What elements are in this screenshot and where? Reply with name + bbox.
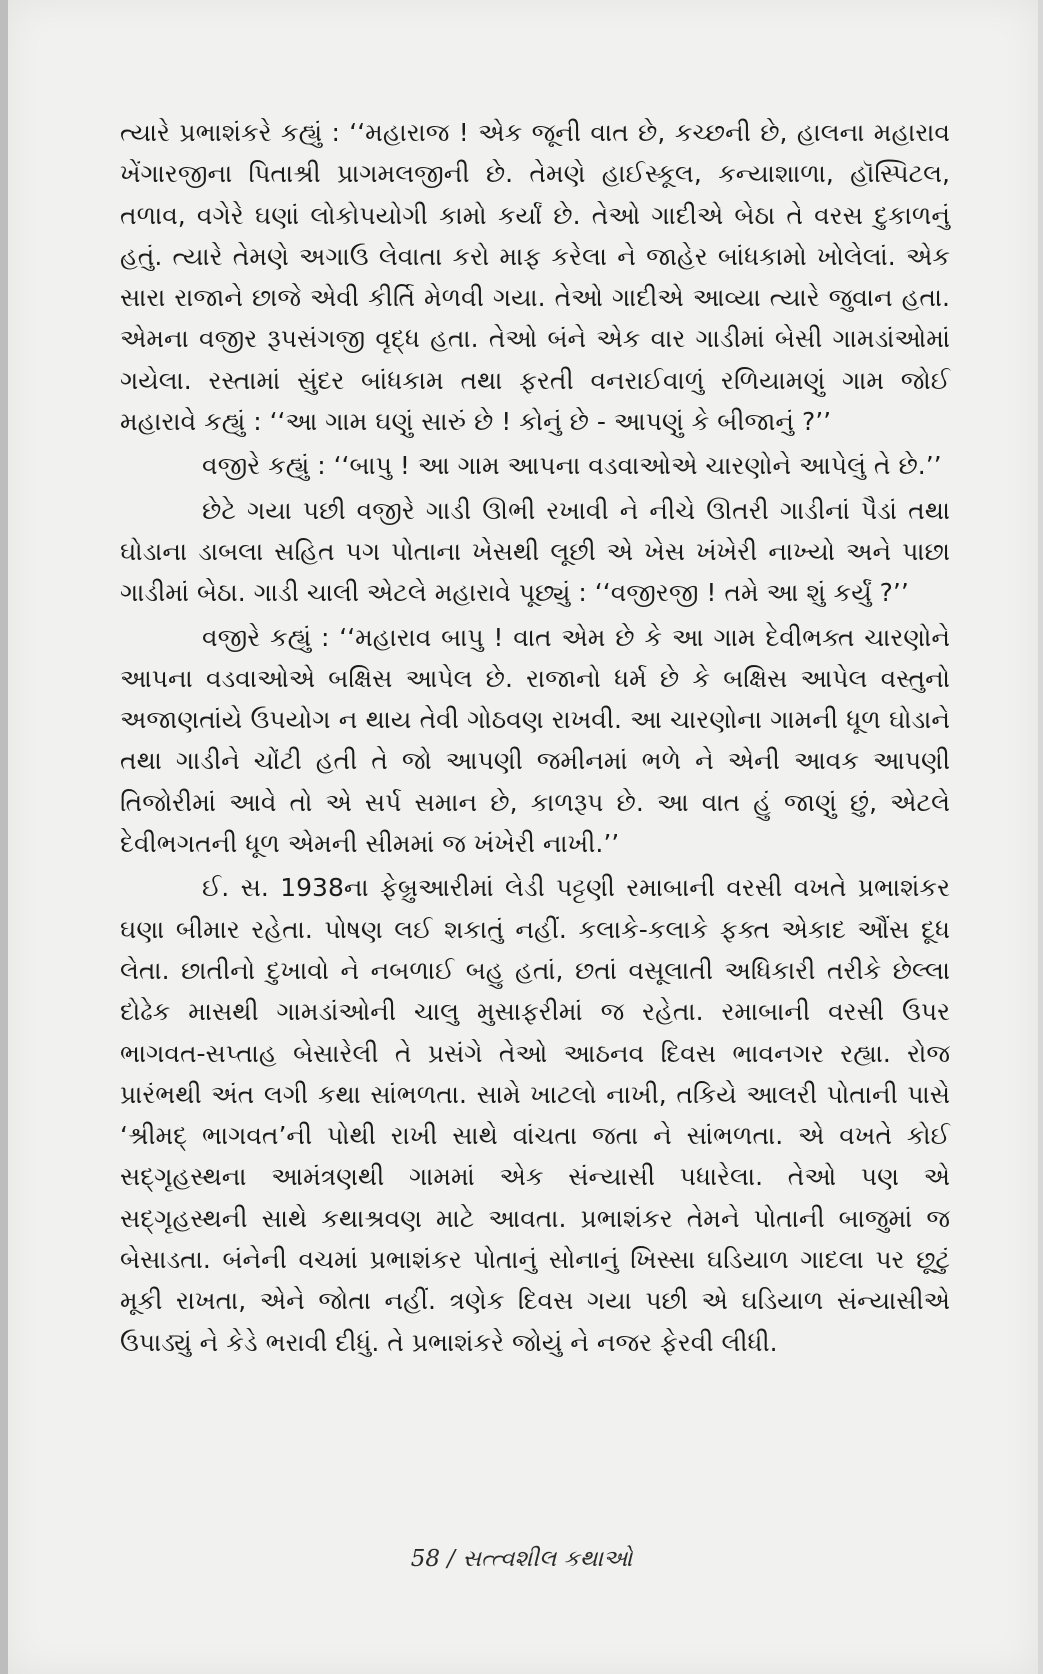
paragraph-2: વજીરે કહ્યું : ‘‘બાપુ ! આ ગામ આપના વડવાઓએ ચારણોને આપેલું તે છે.’’ bbox=[202, 451, 942, 481]
book-page bbox=[8, 0, 1038, 1674]
paragraph-4: વજીરે કહ્યું : ‘‘મહારાવ બાપુ ! વાત એમ છે કે આ ગામ દેવીભક્ત ચારણોને આપના વડવાઓએ બક્ષિસ આપેલ છે. રાજાનો ધર્મ છે કે બક્ષિસ આપેલ વસ્તુનો અજાણતાંયે ઉપયોગ ન થાય તેવી ગોઠવણ રાખવી. આ ચારણોના ગામની ધૂળ ઘોડાને તથા ગાડીને ચોંટી હતી તે જો આપણી જમીનમાં ભળે ને એની આવક આપણી તિજોરીમાં આવે તો એ સર્પ સમાન છે, કાળરૂપ છે. આ વાત હું જાણું છું, એટલે દેવીભગતની ધૂળ એમની સીમમાં જ ખંખેરી નાખી.’’ bbox=[120, 622, 950, 859]
page-footer: 58 / સત્ત્વશીલ કથાઓ bbox=[410, 1546, 633, 1572]
paragraph-3: છેટે ગયા પછી વજીરે ગાડી ઊભી રખાવી ને નીચે ઊતરી ગાડીનાં પૈડાં તથા ઘોડાના ડાબલા સહિત પગ પોતાના ખેસથી લૂછી એ ખેસ ખંખેરી નાખ્યો અને પાછા ગાડીમાં બેઠા. ગાડી ચાલી એટલે મહારાવે પૂછ્યું : ‘‘વજીરજી ! તમે આ શું કર્યું ?’’ bbox=[120, 495, 950, 608]
body-text bbox=[120, 112, 950, 1366]
page-edge bbox=[0, 0, 8, 1674]
paragraph-5: ઈ. સ. 1938ના ફેબ્રુઆરીમાં લેડી પટ્ટણી રમાબાની વરસી વખતે પ્રભાશંકર ઘણા બીમાર રહેતા. પોષણ લઈ શકાતું નહીં. કલાકે-કલાકે ફક્ત એકાદ ઔંસ દૂધ લેતા. છાતીનો દુખાવો ને નબળાઈ બહુ હતાં, છતાં વસૂલાતી અધિકારી તરીકે છેલ્લા દોઢેક માસથી ગામડાંઓની ચાલુ મુસાફરીમાં જ રહેતા. રમાબાની વરસી ઉપર ભાગવત-સપ્તાહ બેસારેલી તે પ્રસંગે તેઓ આઠનવ દિવસ ભાવનગર રહ્યા. રોજ પ્રારંભથી અંત લગી કથા સાંભળતા. સામે ખાટલો નાખી, તકિયે આલરી પોતાની પાસે ‘શ્રીમદ્ ભાગવત’ની પોથી રાખી સાથે વાંચતા જતા ને સાંભળતા. એ વખતે કોઈ સદ્ગૃહસ્થના આમંત્રણથી ગામમાં એક સંન્યાસી પધારેલા. તેઓ પણ એ સદ્ગૃહસ્થની સાથે કથાશ્રવણ માટે આવતા. પ્રભાશંકર તેમને પોતાની બાજુમાં જ બેસાડતા. બંનેની વચમાં પ્રભાશંકર પોતાનું સોનાનું ખિસ્સા ઘડિયાળ ગાદલા પર છૂટું મૂકી રાખતા, એને જોતા નહીં. ત્રણેક દિવસ ગયા પછી એ ઘડિયાળ સંન્યાસીએ ઉપાડ્યું ને કેડે ભરાવી દીધું. તે પ્રભાશંકરે જોયું ને નજર ફેરવી લીધી. bbox=[120, 873, 950, 1357]
paragraph-1: ત્યારે પ્રભાશંકરે કહ્યું : ‘‘મહારાજ ! એક જૂની વાત છે, કચ્છની છે, હાલના મહારાવ ખેંગારજીના પિતાશ્રી પ્રાગમલજીની છે. તેમણે હાઈસ્કૂલ, કન્યાશાળા, હૉસ્પિટલ, તળાવ, વગેરે ઘણાં લોકોપયોગી કામો કર્યાં છે. તેઓ ગાદીએ બેઠા તે વરસ દુકાળનું હતું. ત્યારે તેમણે અગાઉ લેવાતા કરો માફ કરેલા ને જાહેર બાંધકામો ખોલેલાં. એક સારા રાજાને છાજે એવી કીર્તિ મેળવી ગયા. તેઓ ગાદીએ આવ્યા ત્યારે જુવાન હતા. એમના વજીર રૂપસંગજી વૃદ્ધ હતા. તેઓ બંને એક વાર ગાડીમાં બેસી ગામડાંઓમાં ગયેલા. રસ્તામાં સુંદર બાંધકામ તથા ફરતી વનરાઈવાળું રળિયામણું ગામ જોઈ મહારાવે કહ્યું : ‘‘આ ગામ ઘણું સારું છે ! કોનું છે - આપણું કે બીજાનું ?’’ bbox=[120, 118, 950, 437]
